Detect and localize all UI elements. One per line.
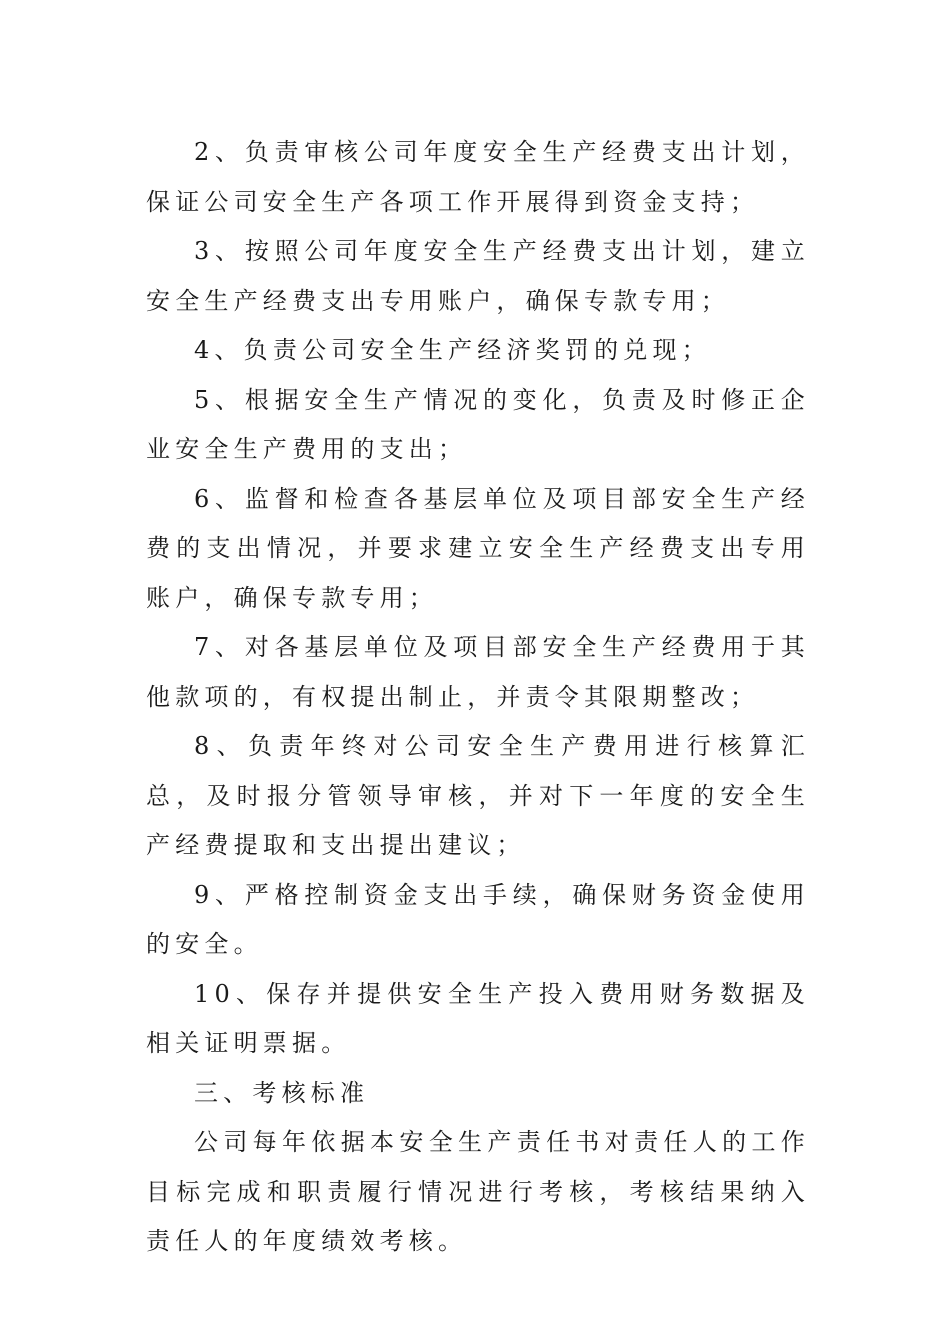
paragraph-assessment-body: 公司每年依据本安全生产责任书对责任人的工作目标完成和职责履行情况进行考核，考核结果纳入责任人的年度绩效考核。 <box>146 1128 810 1255</box>
paragraph-item-7: 7、对各基层单位及项目部安全生产经费用于其他款项的，有权提出制止，并责令其限期整改； <box>146 633 810 711</box>
paragraph-item-3: 3、按照公司年度安全生产经费支出计划，建立安全生产经费支出专用账户，确保专款专用； <box>146 237 810 315</box>
paragraph-item-9: 9、严格控制资金支出手续，确保财务资金使用的安全。 <box>146 880 810 958</box>
paragraph-item-5: 5、根据安全生产情况的变化，负责及时修正企业安全生产费用的支出； <box>146 385 810 463</box>
paragraph-item-6: 6、监督和检查各基层单位及项目部安全生产经费的支出情况，并要求建立安全生产经费支出专用账户，确保专款专用； <box>146 484 810 612</box>
paragraph-item-4: 4、负责公司安全生产经济奖罚的兑现； <box>194 336 711 364</box>
document-body <box>146 128 810 1267</box>
paragraph-item-8: 8、负责年终对公司安全生产费用进行核算汇总，及时报分管领导审核，并对下一年度的安全生产经费提取和支出提出建议； <box>146 732 810 859</box>
paragraph-item-2: 2、负责审核公司年度安全生产经费支出计划，保证公司安全生产各项工作开展得到资金支持； <box>146 138 810 216</box>
paragraph-item-10: 10、保存并提供安全生产投入费用财务数据及相关证明票据。 <box>146 979 810 1057</box>
section-heading-assessment: 三、考核标准 <box>194 1078 370 1107</box>
